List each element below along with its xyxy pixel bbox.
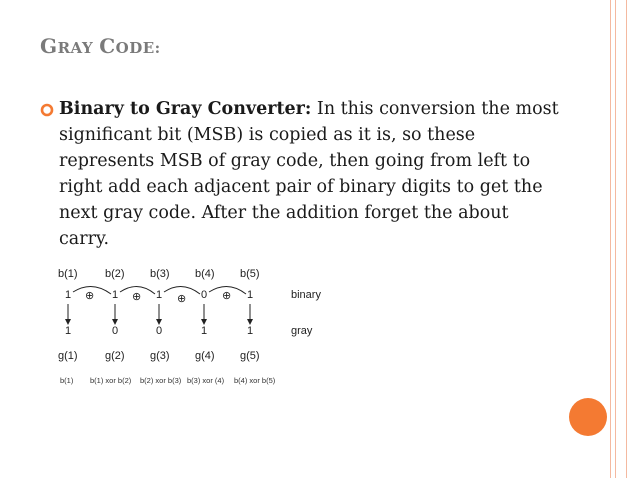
slide-title: GRAY CODE: (40, 34, 161, 58)
row-label-binary: binary (291, 289, 321, 301)
binary-bit-2: 1 (112, 289, 119, 301)
bullet-paragraph (59, 96, 559, 252)
binary-bit-1: 1 (65, 289, 72, 301)
bullet-text: In this conversion the most significant bit (MSB) is copied as it is, so these represents MSB of gray code, then going from left to right add each adjacent pair of binary digits to get the next gray code. After the addition forget the about carry. (59, 99, 559, 249)
b-label-4: b(4) (195, 268, 215, 280)
gray-bit-5: 1 (247, 325, 254, 337)
formula-5: b(4) xor b(5) (234, 376, 276, 385)
binary-to-gray-diagram (48, 262, 348, 392)
b-label-5: b(5) (240, 268, 260, 280)
b-label-3: b(3) (150, 268, 170, 280)
xor-icon: ⊕ (222, 290, 232, 302)
xor-icon: ⊕ (177, 293, 187, 305)
g-label-2: g(2) (105, 350, 125, 362)
xor-icon: ⊕ (85, 290, 95, 302)
formula-2: b(1) xor b(2) (90, 376, 132, 385)
border-line-1 (610, 0, 611, 478)
gray-bit-2: 0 (112, 325, 119, 337)
g-label-5: g(5) (240, 350, 260, 362)
binary-bit-4: 0 (201, 289, 208, 301)
gray-bit-3: 0 (156, 325, 163, 337)
binary-bit-3: 1 (156, 289, 163, 301)
decorative-circle (569, 398, 607, 436)
border-line-2 (615, 0, 616, 478)
row-label-gray: gray (291, 325, 313, 337)
b-label-2: b(2) (105, 268, 125, 280)
border-line-3 (626, 0, 627, 478)
bullet-heading: Binary to Gray Converter: (59, 99, 312, 119)
gray-bit-1: 1 (65, 325, 72, 337)
g-label-3: g(3) (150, 350, 170, 362)
g-label-4: g(4) (195, 350, 215, 362)
b-label-1: b(1) (58, 268, 78, 280)
binary-bit-5: 1 (247, 289, 254, 301)
xor-icon: ⊕ (132, 291, 142, 303)
formula-1: b(1) (60, 376, 74, 385)
gray-bit-4: 1 (201, 325, 208, 337)
formula-4: b(3) xor (4) (187, 376, 225, 385)
g-label-1: g(1) (58, 350, 78, 362)
formula-3: b(2) xor b(3) (140, 376, 182, 385)
